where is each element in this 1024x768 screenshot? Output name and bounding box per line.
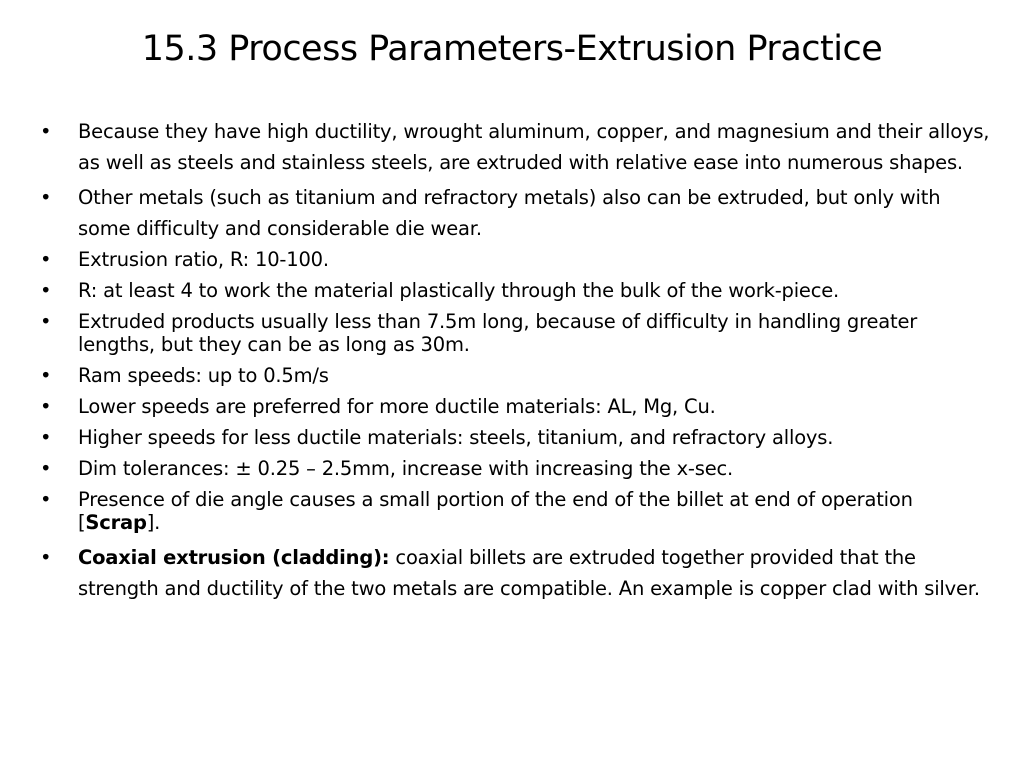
coaxial-bold: Coaxial extrusion (cladding): [78, 546, 390, 569]
bullet-list [40, 116, 990, 608]
bullet-icon: • [40, 310, 52, 333]
scrap-text-after: ]. [146, 511, 161, 534]
bullet-item [40, 310, 990, 356]
bullet-text: Higher speeds for less ductile materials: steels, titanium, and refractory alloys. [78, 426, 834, 449]
bullet-item [40, 488, 990, 534]
bullet-icon: • [40, 488, 52, 511]
scrap-text-before: Presence of die angle causes a small portion of the end of the billet at end of operation [ [78, 488, 913, 534]
bullet-item [40, 116, 990, 178]
bullet-text [78, 546, 980, 600]
bullet-text [78, 488, 913, 534]
bullet-item [40, 542, 990, 604]
bullet-text: Other metals (such as titanium and refractory metals) also can be extruded, but only with some difficulty and considerable die wear. [78, 186, 941, 240]
bullet-icon: • [40, 395, 52, 418]
bullet-item [40, 248, 990, 271]
bullet-item [40, 426, 990, 449]
bullet-icon: • [40, 546, 52, 569]
bullet-text: R: at least 4 to work the material plastically through the bulk of the work-piece. [78, 279, 840, 302]
bullet-icon: • [40, 120, 52, 143]
coaxial-text: coaxial billets are extruded together provided that the strength and ductility of the two metals are compatible. An example is copper clad with silver. [78, 546, 980, 600]
slide-title: 15.3 Process Parameters-Extrusion Practice [141, 29, 883, 69]
bullet-item [40, 364, 990, 387]
bullet-item [40, 182, 990, 244]
bullet-item [40, 395, 990, 418]
bullet-item [40, 457, 990, 480]
bullet-text: Lower speeds are preferred for more ductile materials: AL, Mg, Cu. [78, 395, 716, 418]
bullet-icon: • [40, 457, 52, 480]
bullet-icon: • [40, 426, 52, 449]
bullet-item [40, 279, 990, 302]
bullet-text: Ram speeds: up to 0.5m/s [78, 364, 329, 387]
bullet-icon: • [40, 186, 52, 209]
bullet-text: Because they have high ductility, wrought aluminum, copper, and magnesium and their alloys, as well as steels and stainless steels, are extruded with relative ease into numerous shapes. [78, 120, 990, 174]
bullet-text: Extruded products usually less than 7.5m long, because of difficulty in handling greater lengths, but they can be as long as 30m. [78, 310, 918, 356]
scrap-bold: Scrap [85, 511, 147, 534]
bullet-text: Dim tolerances: ± 0.25 – 2.5mm, increase with increasing the x-sec. [78, 457, 734, 480]
bullet-icon: • [40, 279, 52, 302]
bullet-icon: • [40, 364, 52, 387]
bullet-icon: • [40, 248, 52, 271]
bullet-text: Extrusion ratio, R: 10-100. [78, 248, 329, 271]
